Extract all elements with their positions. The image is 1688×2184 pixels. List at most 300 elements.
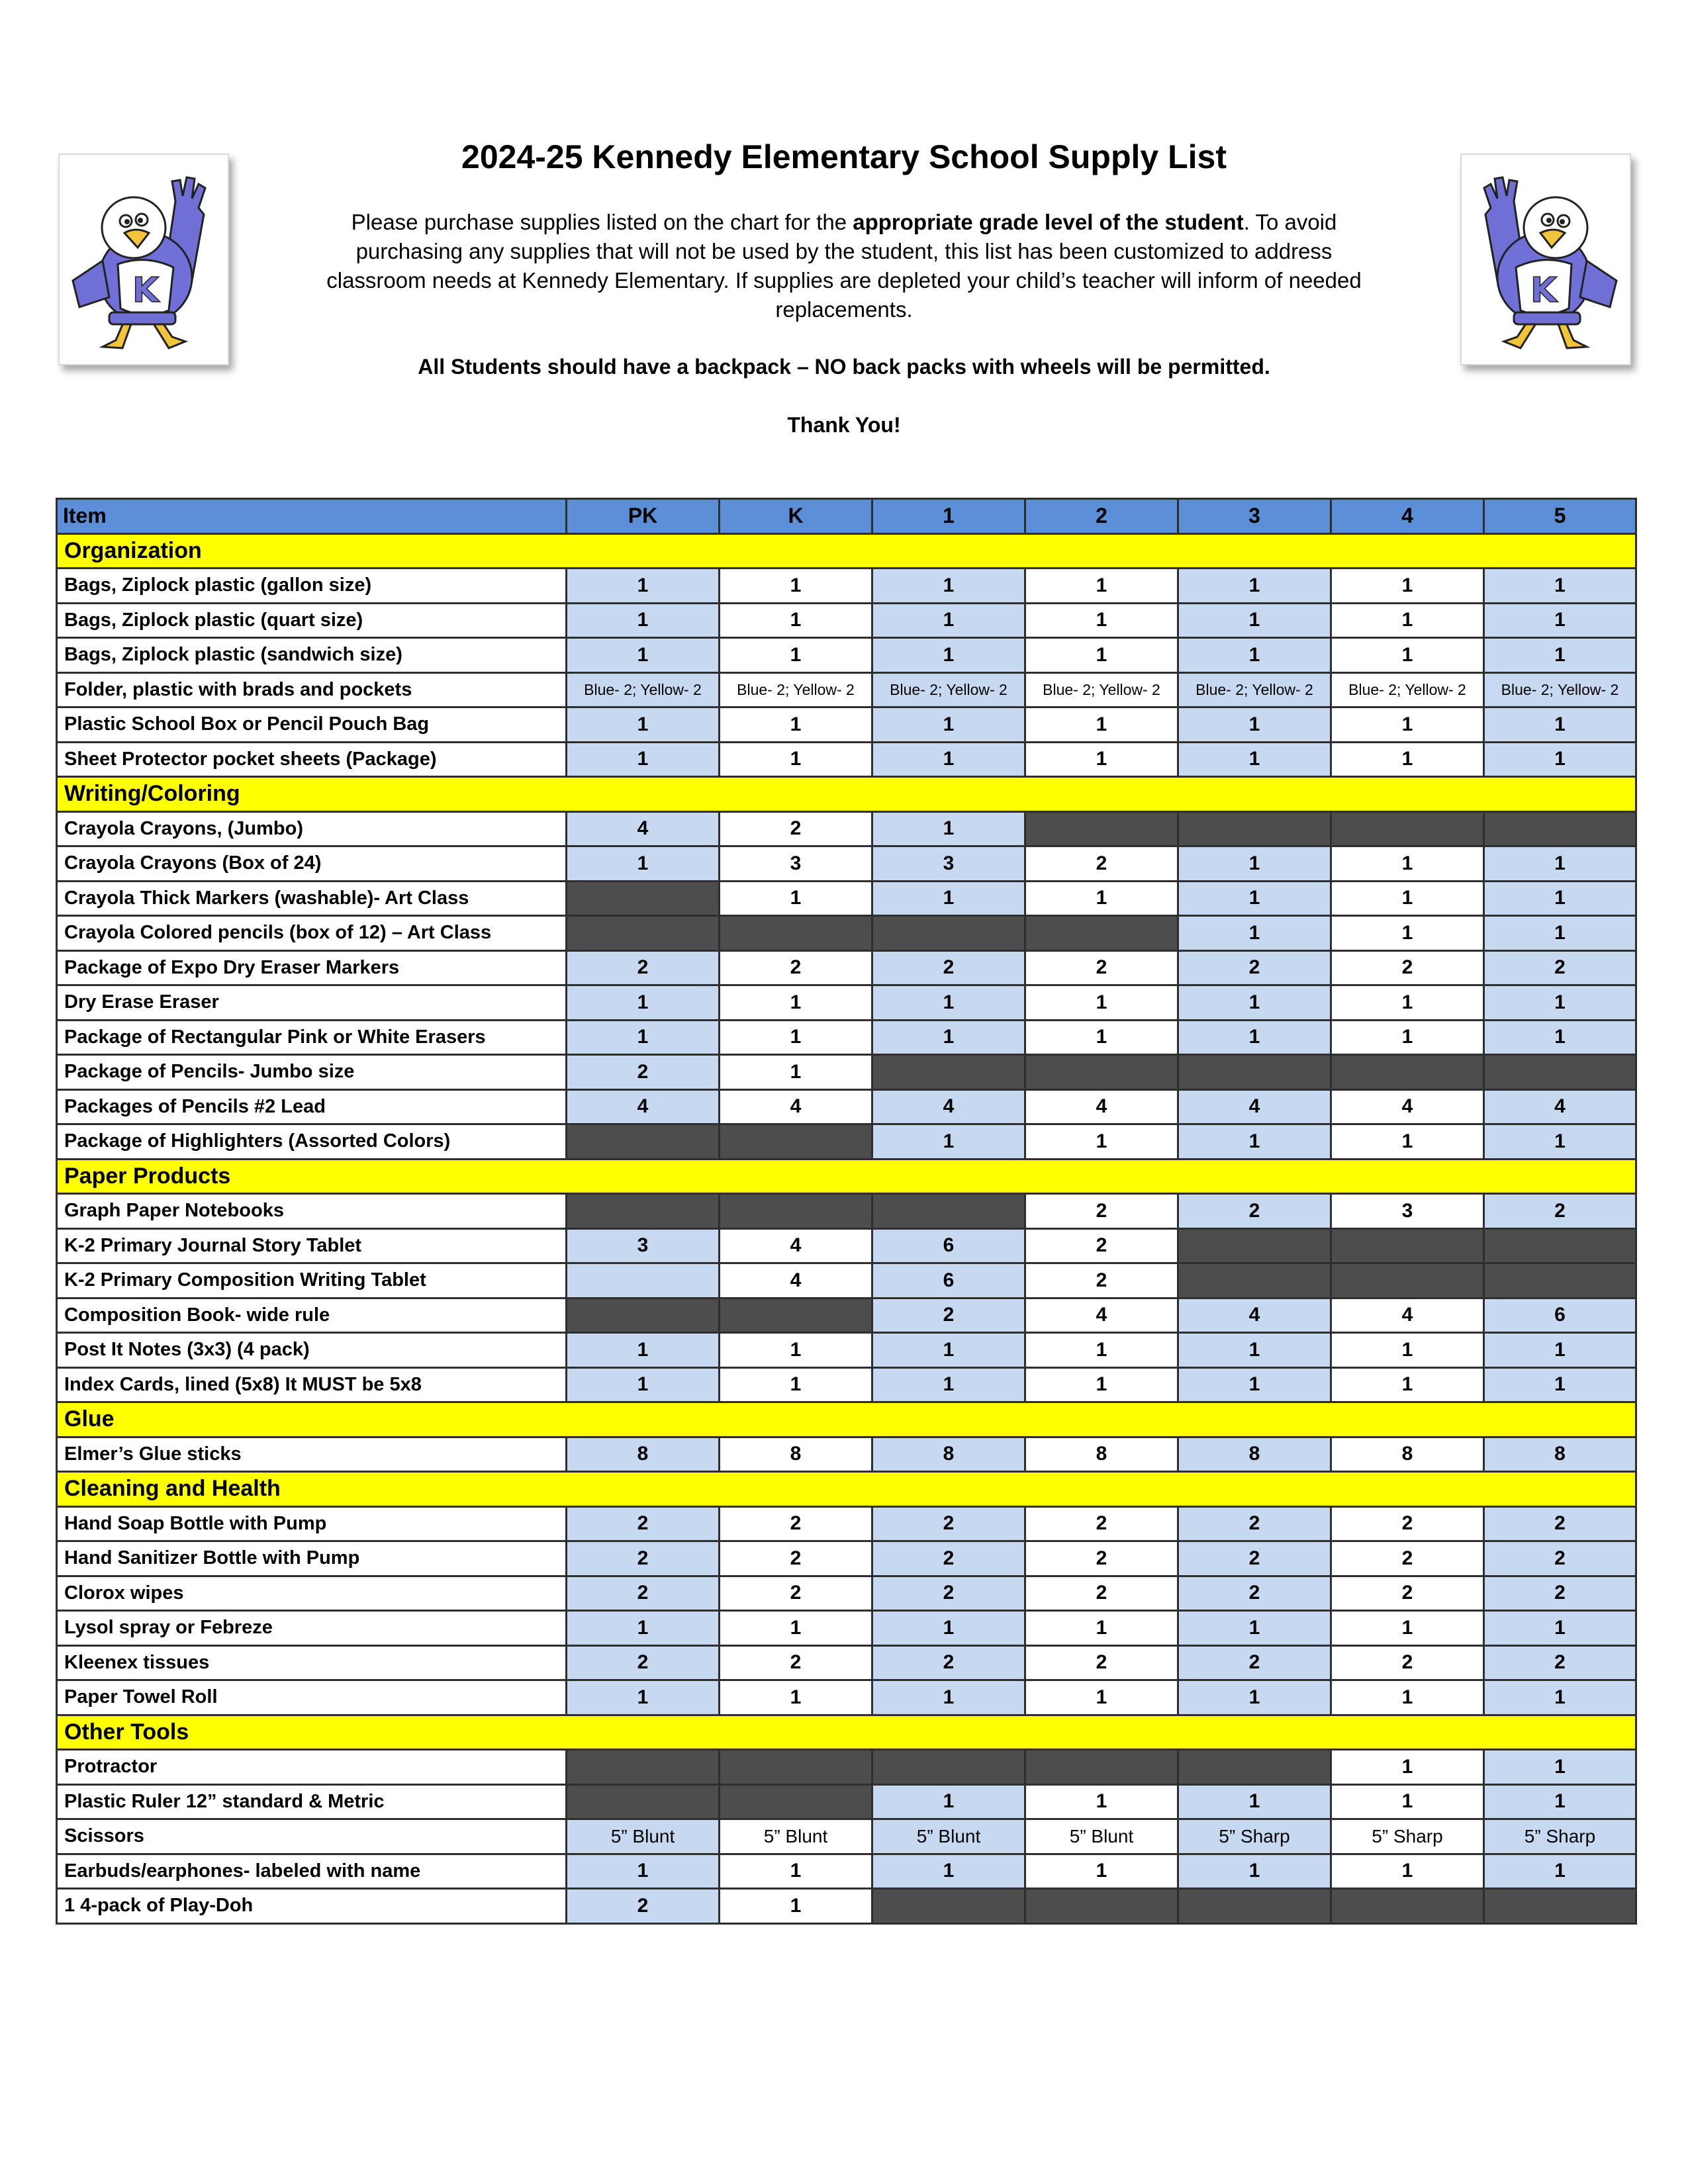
item-name: Plastic Ruler 12” standard & Metric (57, 1784, 567, 1819)
quantity-cell: 1 (1178, 742, 1331, 777)
quantity-cell: 1 (1484, 742, 1636, 777)
quantity-cell: 2 (720, 1506, 872, 1541)
quantity-cell: 1 (720, 881, 872, 916)
eagle-mascot-icon (1462, 155, 1630, 364)
quantity-cell: Blue- 2; Yellow- 2 (1178, 672, 1331, 707)
quantity-cell: 4 (720, 1089, 872, 1124)
unavailable-cell (1025, 1750, 1178, 1785)
quantity-cell: 1 (872, 1854, 1025, 1889)
column-header-grade: 1 (872, 499, 1025, 534)
quantity-cell: 2 (567, 1541, 720, 1576)
table-row (57, 916, 1636, 951)
quantity-cell: 1 (1178, 846, 1331, 882)
item-name: Clorox wipes (57, 1576, 567, 1611)
quantity-cell: 2 (1025, 1194, 1178, 1229)
unavailable-cell (567, 1124, 720, 1160)
table-row (57, 950, 1636, 985)
column-header-item: Item (57, 499, 567, 534)
page-title: 2024-25 Kennedy Elementary School Supply List (461, 138, 1227, 175)
table-row (57, 1576, 1636, 1611)
quantity-cell: 4 (1178, 1089, 1331, 1124)
quantity-cell: 1 (872, 811, 1025, 846)
table-row (57, 1750, 1636, 1785)
quantity-cell: 4 (720, 1228, 872, 1263)
quantity-cell: 4 (567, 811, 720, 846)
unavailable-cell (1484, 811, 1636, 846)
quantity-cell: 1 (1331, 742, 1484, 777)
quantity-cell: 5” Blunt (1025, 1819, 1178, 1854)
category-label: Organization (57, 533, 1636, 569)
quantity-cell: 1 (872, 1611, 1025, 1646)
quantity-cell: 2 (567, 1645, 720, 1680)
quantity-cell: 2 (1025, 1506, 1178, 1541)
intro-paragraph (311, 208, 1377, 324)
mascot-logo-left (58, 154, 229, 365)
quantity-cell: 1 (872, 985, 1025, 1021)
unavailable-cell (1178, 1889, 1331, 1924)
quantity-cell: 1 (720, 1020, 872, 1055)
item-name: Post It Notes (3x3) (4 pack) (57, 1333, 567, 1368)
quantity-cell: 2 (872, 1298, 1025, 1333)
quantity-cell: 1 (1178, 1854, 1331, 1889)
quantity-cell: 1 (872, 881, 1025, 916)
table-row (57, 1228, 1636, 1263)
quantity-cell: 1 (872, 742, 1025, 777)
unavailable-cell (1178, 1228, 1331, 1263)
quantity-cell: 1 (567, 1367, 720, 1402)
quantity-cell: 1 (1331, 638, 1484, 673)
quantity-cell: 1 (720, 985, 872, 1021)
quantity-cell: 1 (1025, 1333, 1178, 1368)
quantity-cell: 1 (567, 707, 720, 743)
quantity-cell: 2 (720, 1541, 872, 1576)
item-name: Index Cards, lined (5x8) It MUST be 5x8 (57, 1367, 567, 1402)
unavailable-cell (720, 916, 872, 951)
quantity-cell: 1 (1484, 1750, 1636, 1785)
quantity-cell: 2 (872, 1541, 1025, 1576)
quantity-cell: 1 (1331, 1367, 1484, 1402)
quantity-cell: 1 (720, 638, 872, 673)
quantity-cell: 5” Blunt (872, 1819, 1025, 1854)
quantity-cell: 1 (1178, 1784, 1331, 1819)
quantity-cell: 8 (872, 1437, 1025, 1472)
quantity-cell: 1 (720, 1367, 872, 1402)
quantity-cell: 1 (1484, 985, 1636, 1021)
table-row (57, 1298, 1636, 1333)
table-row (57, 1333, 1636, 1368)
item-name: Packages of Pencils #2 Lead (57, 1089, 567, 1124)
unavailable-cell (1178, 1750, 1331, 1785)
quantity-cell: 2 (1178, 1576, 1331, 1611)
quantity-cell: 1 (720, 1333, 872, 1368)
unavailable-cell (1178, 1055, 1331, 1090)
quantity-cell: 2 (567, 1055, 720, 1090)
quantity-cell: 1 (1178, 916, 1331, 951)
table-row (57, 1263, 1636, 1298)
quantity-cell: 4 (1331, 1298, 1484, 1333)
item-name: Earbuds/earphones- labeled with name (57, 1854, 567, 1889)
quantity-cell: 1 (1331, 1333, 1484, 1368)
quantity-cell: 1 (720, 603, 872, 638)
quantity-cell: 2 (1331, 1541, 1484, 1576)
quantity-cell: 2 (1178, 1541, 1331, 1576)
quantity-cell: 3 (1331, 1194, 1484, 1229)
eagle-mascot-icon (60, 155, 228, 364)
unavailable-cell (1178, 1263, 1331, 1298)
quantity-cell: 1 (567, 985, 720, 1021)
quantity-cell: 1 (720, 1055, 872, 1090)
unavailable-cell (720, 1194, 872, 1229)
table-row (57, 707, 1636, 743)
quantity-cell: Blue- 2; Yellow- 2 (567, 672, 720, 707)
quantity-cell: 1 (1025, 985, 1178, 1021)
quantity-cell: 2 (1025, 950, 1178, 985)
quantity-cell: 2 (1025, 1228, 1178, 1263)
item-name: Crayola Thick Markers (washable)- Art Class (57, 881, 567, 916)
quantity-cell: 1 (1484, 1611, 1636, 1646)
quantity-cell: 1 (720, 1611, 872, 1646)
quantity-cell: 2 (1025, 1263, 1178, 1298)
quantity-cell: 1 (1484, 1333, 1636, 1368)
quantity-cell: 1 (1025, 1611, 1178, 1646)
quantity-cell: 8 (1025, 1437, 1178, 1472)
column-header-grade: 3 (1178, 499, 1331, 534)
unavailable-cell (1025, 1889, 1178, 1924)
table-row (57, 985, 1636, 1021)
table-row (57, 1020, 1636, 1055)
category-row (57, 777, 1636, 812)
quantity-cell: 2 (872, 1576, 1025, 1611)
quantity-cell: 1 (1025, 1680, 1178, 1715)
column-header-grade: 4 (1331, 499, 1484, 534)
quantity-cell: 1 (1331, 881, 1484, 916)
quantity-cell: 2 (1484, 950, 1636, 985)
unavailable-cell (1484, 1263, 1636, 1298)
table-row (57, 1680, 1636, 1715)
quantity-cell: 1 (1178, 1124, 1331, 1160)
unavailable-cell (1484, 1228, 1636, 1263)
quantity-cell: 1 (1178, 1333, 1331, 1368)
quantity-cell: 1 (1025, 1854, 1178, 1889)
quantity-cell: 3 (567, 1228, 720, 1263)
item-name: Lysol spray or Febreze (57, 1611, 567, 1646)
item-name: Elmer’s Glue sticks (57, 1437, 567, 1472)
quantity-cell: 2 (567, 1506, 720, 1541)
quantity-cell: 2 (1331, 1645, 1484, 1680)
quantity-cell: 1 (872, 1367, 1025, 1402)
quantity-cell: 1 (1331, 916, 1484, 951)
table-row (57, 672, 1636, 707)
quantity-cell: 1 (1331, 1784, 1484, 1819)
quantity-cell: 1 (872, 638, 1025, 673)
quantity-cell: 1 (720, 1854, 872, 1889)
category-row (57, 1159, 1636, 1194)
column-header-grade: K (720, 499, 872, 534)
quantity-cell: 2 (1025, 846, 1178, 882)
quantity-cell: 1 (1178, 603, 1331, 638)
quantity-cell: 1 (1331, 569, 1484, 604)
quantity-cell: 4 (1025, 1298, 1178, 1333)
quantity-cell: 1 (1484, 1020, 1636, 1055)
quantity-cell: 1 (567, 1020, 720, 1055)
unavailable-cell (872, 1889, 1025, 1924)
quantity-cell: 1 (872, 569, 1025, 604)
quantity-cell: 1 (1331, 985, 1484, 1021)
quantity-cell: 2 (1484, 1576, 1636, 1611)
quantity-cell: 8 (1178, 1437, 1331, 1472)
table-row (57, 1819, 1636, 1854)
table-row (57, 1124, 1636, 1160)
quantity-cell: 1 (1025, 881, 1178, 916)
intro-text-end: . To avoid purchasing any supplies that will not be used by the student, this list has been customized to address classroom needs at Kennedy Elementary. If supplies are depleted your child’s teacher will inform of needed replacements. (326, 210, 1362, 322)
quantity-cell: 1 (1484, 603, 1636, 638)
table-row (57, 569, 1636, 604)
table-row (57, 742, 1636, 777)
item-name: Dry Erase Eraser (57, 985, 567, 1021)
quantity-cell: 1 (1178, 1680, 1331, 1715)
quantity-cell: 1 (567, 638, 720, 673)
unavailable-cell (567, 1784, 720, 1819)
unavailable-cell (1484, 1889, 1636, 1924)
quantity-cell: 2 (872, 1506, 1025, 1541)
table-row (57, 1645, 1636, 1680)
quantity-cell: 1 (720, 569, 872, 604)
mascot-logo-right (1460, 154, 1631, 365)
column-header-grade: PK (567, 499, 720, 534)
quantity-cell: 4 (720, 1263, 872, 1298)
quantity-cell: 2 (567, 950, 720, 985)
table-row (57, 811, 1636, 846)
quantity-cell: Blue- 2; Yellow- 2 (1025, 672, 1178, 707)
unavailable-cell (1331, 811, 1484, 846)
quantity-cell: 1 (720, 1680, 872, 1715)
quantity-cell: 2 (720, 1576, 872, 1611)
quantity-cell: 1 (567, 1611, 720, 1646)
item-name: Protractor (57, 1750, 567, 1785)
quantity-cell: 2 (1484, 1645, 1636, 1680)
quantity-cell: 1 (872, 1020, 1025, 1055)
table-row (57, 638, 1636, 673)
quantity-cell: 1 (1178, 1611, 1331, 1646)
unavailable-cell (567, 1194, 720, 1229)
quantity-cell: 1 (1331, 1680, 1484, 1715)
quantity-cell: 1 (567, 603, 720, 638)
item-name: Bags, Ziplock plastic (gallon size) (57, 569, 567, 604)
intro-text-start: Please purchase supplies listed on the chart for the (351, 210, 853, 234)
table-row (57, 846, 1636, 882)
page-header (0, 0, 1688, 477)
quantity-cell: 1 (1178, 881, 1331, 916)
unavailable-cell (872, 916, 1025, 951)
item-name: Package of Pencils- Jumbo size (57, 1055, 567, 1090)
category-row (57, 1715, 1636, 1750)
category-row (57, 1402, 1636, 1437)
quantity-cell: 2 (720, 1645, 872, 1680)
table-row (57, 1541, 1636, 1576)
unavailable-cell (567, 881, 720, 916)
quantity-cell: 1 (567, 1854, 720, 1889)
quantity-cell: 1 (1484, 707, 1636, 743)
quantity-cell: 1 (1178, 638, 1331, 673)
unavailable-cell (567, 1298, 720, 1333)
quantity-cell: 1 (567, 1680, 720, 1715)
supply-table (56, 498, 1637, 1925)
table-row (57, 1784, 1636, 1819)
item-name: Bags, Ziplock plastic (quart size) (57, 603, 567, 638)
quantity-cell: 2 (1178, 1194, 1331, 1229)
quantity-cell: 1 (1178, 569, 1331, 604)
quantity-cell: 2 (1178, 1645, 1331, 1680)
table-row (57, 1611, 1636, 1646)
thank-you-text: Thank You! (787, 413, 901, 437)
table-row (57, 1437, 1636, 1472)
quantity-cell: 2 (567, 1576, 720, 1611)
quantity-cell: Blue- 2; Yellow- 2 (720, 672, 872, 707)
quantity-cell: 1 (1484, 1367, 1636, 1402)
unavailable-cell (1331, 1055, 1484, 1090)
unavailable-cell (1331, 1228, 1484, 1263)
category-row (57, 533, 1636, 569)
quantity-cell: 1 (1331, 1020, 1484, 1055)
quantity-cell: 1 (1331, 1750, 1484, 1785)
quantity-cell: 1 (1178, 1367, 1331, 1402)
quantity-cell: 2 (1484, 1541, 1636, 1576)
unavailable-cell (1025, 1055, 1178, 1090)
table-row (57, 1889, 1636, 1924)
item-name: Hand Sanitizer Bottle with Pump (57, 1541, 567, 1576)
quantity-cell: 5” Sharp (1178, 1819, 1331, 1854)
quantity-cell: 1 (1484, 569, 1636, 604)
unavailable-cell (567, 916, 720, 951)
svg-text:K: K (132, 271, 160, 310)
quantity-cell: 2 (872, 1645, 1025, 1680)
item-name: Scissors (57, 1819, 567, 1854)
quantity-cell: 4 (1331, 1089, 1484, 1124)
quantity-cell: 5” Sharp (1331, 1819, 1484, 1854)
quantity-cell: 5” Blunt (720, 1819, 872, 1854)
quantity-cell: 3 (872, 846, 1025, 882)
item-name: Crayola Crayons, (Jumbo) (57, 811, 567, 846)
quantity-cell: 1 (720, 742, 872, 777)
category-label: Cleaning and Health (57, 1472, 1636, 1507)
item-name: Crayola Colored pencils (box of 12) – Art Class (57, 916, 567, 951)
quantity-cell: 1 (1178, 985, 1331, 1021)
quantity-cell: 4 (567, 1089, 720, 1124)
unavailable-cell (1331, 1263, 1484, 1298)
quantity-cell: 1 (1331, 1124, 1484, 1160)
quantity-cell: 1 (1025, 638, 1178, 673)
item-name: Composition Book- wide rule (57, 1298, 567, 1333)
table-row (57, 881, 1636, 916)
quantity-cell: 1 (720, 707, 872, 743)
column-header-grade: 5 (1484, 499, 1636, 534)
unavailable-cell (720, 1298, 872, 1333)
category-label: Paper Products (57, 1159, 1636, 1194)
unavailable-cell (872, 1055, 1025, 1090)
quantity-cell: 6 (1484, 1298, 1636, 1333)
item-name: Bags, Ziplock plastic (sandwich size) (57, 638, 567, 673)
quantity-cell: 8 (1484, 1437, 1636, 1472)
category-label: Writing/Coloring (57, 777, 1636, 812)
quantity-cell: 2 (1484, 1506, 1636, 1541)
quantity-cell: 2 (1178, 950, 1331, 985)
quantity-cell: 1 (1484, 1124, 1636, 1160)
quantity-cell: Blue- 2; Yellow- 2 (872, 672, 1025, 707)
quantity-cell: Blue- 2; Yellow- 2 (1331, 672, 1484, 707)
quantity-cell: 4 (1484, 1089, 1636, 1124)
quantity-cell: 2 (720, 950, 872, 985)
quantity-cell: 1 (872, 603, 1025, 638)
table-row (57, 1367, 1636, 1402)
quantity-cell: 1 (720, 1889, 872, 1924)
unavailable-cell (567, 1750, 720, 1785)
category-label: Glue (57, 1402, 1636, 1437)
quantity-cell: 1 (1331, 1611, 1484, 1646)
quantity-cell: 1 (1025, 707, 1178, 743)
quantity-cell: 1 (1484, 1854, 1636, 1889)
quantity-cell: 1 (1178, 707, 1331, 743)
quantity-cell: 8 (567, 1437, 720, 1472)
quantity-cell: 1 (872, 1680, 1025, 1715)
quantity-cell: 1 (1178, 1020, 1331, 1055)
item-name: 1 4-pack of Play-Doh (57, 1889, 567, 1924)
item-name: Graph Paper Notebooks (57, 1194, 567, 1229)
item-name: K-2 Primary Journal Story Tablet (57, 1228, 567, 1263)
unavailable-cell (720, 1750, 872, 1785)
item-name: Kleenex tissues (57, 1645, 567, 1680)
category-row (57, 1472, 1636, 1507)
unavailable-cell (1178, 811, 1331, 846)
item-name: Plastic School Box or Pencil Pouch Bag (57, 707, 567, 743)
item-name: Paper Towel Roll (57, 1680, 567, 1715)
table-row (57, 1194, 1636, 1229)
quantity-cell: 1 (1025, 1124, 1178, 1160)
quantity-cell: 2 (1025, 1576, 1178, 1611)
quantity-cell: 3 (720, 846, 872, 882)
quantity-cell: 1 (872, 1784, 1025, 1819)
quantity-cell: 8 (720, 1437, 872, 1472)
quantity-cell: 1 (1484, 916, 1636, 951)
quantity-cell: 4 (872, 1089, 1025, 1124)
item-name: Folder, plastic with brads and pockets (57, 672, 567, 707)
table-row (57, 1854, 1636, 1889)
quantity-cell: 1 (1025, 1784, 1178, 1819)
quantity-cell: 1 (1484, 846, 1636, 882)
quantity-cell: 1 (1484, 638, 1636, 673)
quantity-cell: 1 (1484, 1680, 1636, 1715)
quantity-cell: 2 (1331, 950, 1484, 985)
quantity-cell: 1 (1331, 603, 1484, 638)
quantity-cell: 2 (720, 811, 872, 846)
item-name: Sheet Protector pocket sheets (Package) (57, 742, 567, 777)
quantity-cell: 1 (872, 1124, 1025, 1160)
quantity-cell: 1 (1484, 1784, 1636, 1819)
quantity-cell (567, 1263, 720, 1298)
unavailable-cell (1025, 811, 1178, 846)
quantity-cell: 1 (1331, 1854, 1484, 1889)
quantity-cell: 2 (872, 950, 1025, 985)
quantity-cell: 2 (1484, 1194, 1636, 1229)
quantity-cell: 2 (567, 1889, 720, 1924)
unavailable-cell (1484, 1055, 1636, 1090)
quantity-cell: 1 (567, 1333, 720, 1368)
quantity-cell: 1 (1331, 707, 1484, 743)
quantity-cell: 1 (1025, 1367, 1178, 1402)
quantity-cell: 1 (1484, 881, 1636, 916)
unavailable-cell (1331, 1889, 1484, 1924)
item-name: Package of Rectangular Pink or White Erasers (57, 1020, 567, 1055)
item-name: Crayola Crayons (Box of 24) (57, 846, 567, 882)
